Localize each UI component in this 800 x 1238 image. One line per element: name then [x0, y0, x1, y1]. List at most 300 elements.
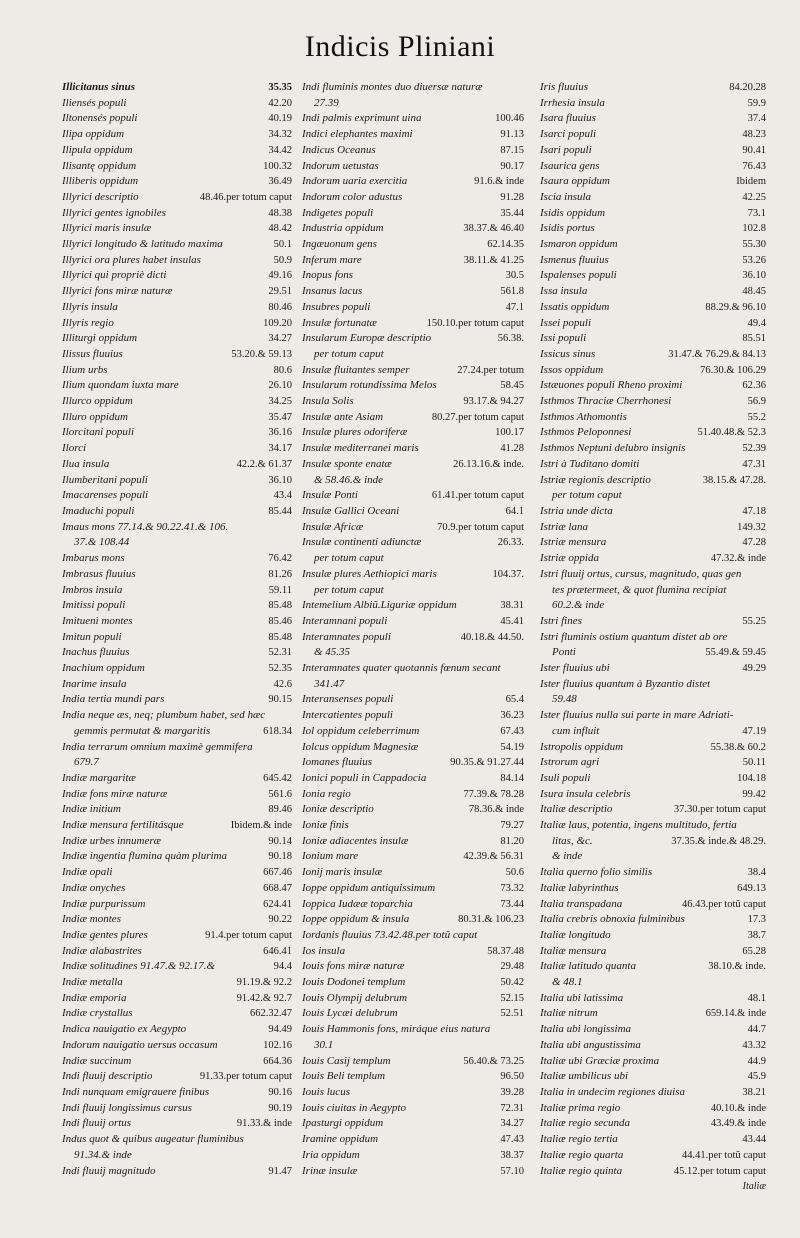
index-entry [540, 1116, 766, 1132]
entry-reference: 38.7 [747, 929, 766, 941]
entry-text: Iordanis fluuius 73.42.48.per totũ caput [302, 928, 478, 941]
entry-text: litas, &c. [552, 834, 593, 847]
entry-reference: 30.5 [505, 270, 524, 282]
index-entry [540, 630, 766, 646]
index-entry-continuation [302, 96, 524, 112]
index-entry [62, 457, 292, 473]
index-entry [540, 159, 766, 175]
entry-text: Italia transpadana [540, 897, 623, 910]
index-entry [62, 143, 292, 159]
entry-text: 679.7 [74, 756, 99, 769]
index-entry [302, 630, 524, 646]
entry-reference: 73.32 [500, 882, 524, 894]
index-entry [540, 1148, 766, 1164]
entry-text: Interansenses populi [302, 693, 394, 706]
entry-reference: 34.17 [268, 443, 292, 455]
entry-reference: 37.4 [747, 113, 766, 125]
entry-text: Iliensés populi [62, 96, 127, 109]
entry-reference: 38.37 [500, 1149, 524, 1161]
entry-text: per totum caput [314, 347, 384, 360]
index-entry-continuation [540, 975, 766, 991]
index-column-3 [540, 80, 766, 1195]
index-entry [302, 300, 524, 316]
index-entry [540, 708, 766, 724]
entry-reference: 109.20 [263, 317, 292, 329]
entry-reference: 26.10 [268, 380, 292, 392]
index-entry [540, 1164, 766, 1180]
entry-text: Imbarus mons [62, 552, 125, 565]
entry-text: 341.47 [314, 677, 345, 690]
entry-reference: 42.25 [742, 191, 766, 203]
index-entry [62, 614, 292, 630]
entry-reference: 73.1 [747, 207, 766, 219]
entry-reference: 49.4 [747, 317, 766, 329]
entry-text: Isara fluuius [540, 112, 596, 125]
entry-reference: 104.18 [737, 772, 766, 784]
index-entry [302, 834, 524, 850]
entry-text: Indiæ crystallus [62, 1007, 133, 1020]
entry-text: Italiæ umbilicus ubi [540, 1070, 628, 1083]
entry-reference: 48.1 [747, 992, 766, 1004]
entry-reference: 659.14.& inde [705, 1008, 766, 1020]
index-entry-continuation [302, 1038, 524, 1054]
index-entry [62, 206, 292, 222]
index-entry [62, 410, 292, 426]
entry-reference: 80.31.& 106.23 [458, 914, 524, 926]
index-entry [62, 174, 292, 190]
entry-text: Italiæ laus, potentia, ingens multitudo, fertia [540, 819, 737, 832]
entry-reference: 36.23 [500, 710, 524, 722]
index-entry [540, 1022, 766, 1038]
index-entry [62, 237, 292, 253]
entry-text: Illyrici descriptio [62, 190, 139, 203]
entry-text: Ismenus fluuius [540, 253, 609, 266]
index-entry [62, 630, 292, 646]
entry-text: Issatis oppidum [540, 300, 610, 313]
entry-reference: 65.4 [505, 694, 524, 706]
index-entry [540, 143, 766, 159]
entry-text: Indi fluuij ortus [62, 1117, 132, 1130]
index-entry [62, 865, 292, 881]
entry-reference: 59.11 [268, 584, 292, 596]
entry-text: Ioniæ descriptio [302, 803, 374, 816]
index-entry [540, 1101, 766, 1117]
entry-reference: 73.44 [500, 898, 524, 910]
entry-reference: 100.32 [263, 160, 292, 172]
entry-reference: 93.17.& 94.27 [463, 396, 524, 408]
entry-reference: 50.11 [742, 757, 766, 769]
entry-text: Imacarenses populi [62, 489, 149, 502]
entry-reference: 561.8 [500, 286, 524, 298]
entry-text: Indiæ urbes innumeræ [62, 834, 161, 847]
entry-text: & 48.1 [552, 976, 583, 989]
entry-reference: 80.46 [268, 301, 292, 313]
index-entry [62, 1022, 292, 1038]
index-entry-continuation [302, 645, 524, 661]
entry-text: Insanus lacus [302, 285, 363, 298]
entry-text: Illyrici gentes ignobiles [62, 206, 166, 219]
index-entry [62, 1054, 292, 1070]
index-column-2 [302, 80, 524, 1179]
entry-text: Interamnates quater quotannis fœnum secant [302, 662, 501, 675]
index-entry [540, 740, 766, 756]
entry-text: Istriæ regionis descriptio [540, 473, 651, 486]
entry-text: Indi palmis exprimunt uina [302, 112, 422, 125]
entry-text: Industria oppidum [302, 222, 384, 235]
index-entry [302, 1164, 524, 1180]
entry-text: Inachium oppidum [62, 662, 145, 675]
index-entry [302, 865, 524, 881]
index-entry-continuation [302, 551, 524, 567]
entry-reference: 90.15 [268, 694, 292, 706]
index-entry [302, 221, 524, 237]
entry-reference: 50.6 [505, 867, 524, 879]
entry-reference: 100.46 [495, 113, 524, 125]
entry-text: Indus quot & quibus augeatur fluminibus [62, 1133, 244, 1146]
index-entry [302, 928, 524, 944]
index-entry [540, 80, 766, 96]
index-entry [62, 111, 292, 127]
entry-text: Ispalenses populi [540, 269, 617, 282]
index-entry [302, 708, 524, 724]
index-entry [302, 174, 524, 190]
entry-text: Istriæ lana [540, 520, 588, 533]
index-entry [302, 614, 524, 630]
entry-text: Istria unde dicta [540, 504, 613, 517]
entry-text: Ilua insula [62, 457, 110, 470]
entry-text: Iouis ciuitas in Aegypto [302, 1101, 406, 1114]
entry-text: Indi nunquam emigrauere finibus [62, 1086, 210, 1098]
entry-text: Ipasturgi oppidum [302, 1117, 384, 1130]
index-entry [62, 284, 292, 300]
entry-text: Indiæ gentes plures [62, 928, 148, 941]
index-entry [62, 378, 292, 394]
index-entry [302, 457, 524, 473]
index-entry [302, 331, 524, 347]
entry-reference: 44.41.per totũ caput [682, 1149, 766, 1161]
entry-text: Ioppe oppidum antiquissimum [302, 881, 436, 894]
entry-reference: 94.49 [268, 1024, 292, 1036]
entry-reference: 41.28 [500, 443, 524, 455]
entry-text: Indiæ margaritæ [62, 771, 136, 784]
index-entry-continuation [302, 677, 524, 693]
index-entry [62, 80, 292, 96]
index-entry [540, 268, 766, 284]
entry-text: Insularum rotundissima Melos [302, 379, 437, 392]
entry-text: Ioppica Iudææ toparchia [302, 897, 413, 910]
entry-reference: 43.44 [742, 1134, 766, 1146]
index-entry [540, 363, 766, 379]
entry-text: Insulæ plures Aethiopici maris [302, 567, 437, 580]
entry-text: Indorum color adustus [302, 190, 403, 203]
entry-text: 27.39 [314, 96, 339, 109]
page-title: Indicis Pliniani [304, 30, 496, 63]
entry-text: Indi fluuij magnitudo [62, 1164, 156, 1177]
entry-reference: 96.50 [500, 1071, 524, 1083]
entry-reference: 43.49.& inde [710, 1118, 766, 1130]
entry-text: Italiæ descriptio [540, 803, 613, 816]
entry-reference: 91.42.& 92.7 [236, 992, 292, 1004]
index-entry [302, 394, 524, 410]
index-entry [62, 1132, 292, 1148]
entry-reference: 57.10 [500, 1165, 524, 1177]
index-entry [302, 111, 524, 127]
entry-reference: 48.38 [268, 207, 292, 219]
entry-reference: 52.39 [742, 443, 766, 455]
entry-text: Ister fluuius ubi [540, 662, 610, 675]
index-entry [62, 598, 292, 614]
entry-text: Italiæ prima regio [540, 1101, 621, 1114]
entry-reference: 649.13 [737, 882, 766, 894]
entry-reference: 90.14 [268, 835, 292, 847]
entry-reference: 80.27.per totum caput [431, 411, 524, 423]
index-entry [540, 300, 766, 316]
entry-text: Issos oppidum [540, 363, 604, 376]
entry-reference: 47.31 [742, 458, 766, 470]
entry-reference: 56.9 [747, 396, 766, 408]
entry-reference: 70.9.per totum caput [437, 521, 524, 533]
entry-text: Iol oppidum celeberrimum [302, 724, 420, 737]
entry-text: Isura insula celebris [540, 787, 631, 800]
entry-text: Imaduchi populi [62, 504, 135, 517]
entry-reference: 61.41.per totum caput [431, 490, 524, 502]
entry-reference: 55.30 [742, 239, 766, 251]
entry-reference: 26.33. [497, 537, 524, 549]
index-entry [540, 237, 766, 253]
index-entry [302, 1116, 524, 1132]
entry-reference: 90.17 [500, 160, 524, 172]
index-entry [62, 975, 292, 991]
index-entry [540, 944, 766, 960]
entry-reference: 52.15 [500, 992, 524, 1004]
index-entry [302, 284, 524, 300]
entry-reference: 55.49.& 59.45 [705, 647, 766, 659]
entry-text: Iouis Lycæi delubrum [302, 1007, 398, 1020]
entry-reference: 561.6 [268, 788, 292, 800]
entry-text: Insulæ plures odoriferæ [302, 426, 408, 439]
entry-reference: 76.30.& 106.29 [700, 364, 766, 376]
index-entry-continuation [540, 583, 766, 599]
entry-reference: 38.37.& 46.40 [463, 223, 524, 235]
entry-reference: 53.20.& 59.13 [231, 348, 292, 360]
index-entry [302, 253, 524, 269]
index-entry [540, 253, 766, 269]
entry-reference: 85.48 [268, 600, 292, 612]
entry-text: Indiæ alabastrites [62, 944, 142, 957]
index-entry [540, 111, 766, 127]
index-entry [302, 1054, 524, 1070]
entry-text: Italiæ labyrinthus [540, 881, 619, 894]
entry-reference: 50.9 [273, 254, 292, 266]
entry-reference: 89.46 [268, 804, 292, 816]
entry-text: Insulæ Africæ [302, 520, 364, 533]
entry-text: Iouis fons miræ naturæ [302, 960, 405, 973]
entry-text: Italia crebris obnoxia fulminibus [540, 913, 685, 926]
index-entry [540, 1085, 766, 1101]
entry-reference: 38.15.& 47.28. [702, 474, 766, 486]
entry-reference: 29.48 [500, 961, 524, 973]
entry-reference: 81.20 [500, 835, 524, 847]
entry-text: Indiæ mensura fertilitásque [62, 819, 184, 832]
entry-reference: 48.45 [742, 286, 766, 298]
entry-reference: 662.32.47 [250, 1008, 292, 1020]
entry-text: Iris fluuius [540, 81, 588, 93]
entry-reference: 38.31 [500, 600, 524, 612]
entry-text: Insulæ mediterranei maris [302, 442, 419, 455]
entry-reference: 37.30.per totum caput [673, 804, 766, 816]
entry-text: cum influit [552, 724, 600, 737]
entry-text: Illyrici qui propriè dicti [62, 269, 167, 282]
entry-reference: 47.18 [742, 505, 766, 517]
entry-text: Indiæ emporia [62, 991, 127, 1004]
entry-reference: 85.51 [742, 333, 766, 345]
index-entry-continuation [62, 1148, 292, 1164]
entry-reference: 34.25 [268, 396, 292, 408]
index-entry [62, 1038, 292, 1054]
index-entry [302, 881, 524, 897]
index-entry [540, 504, 766, 520]
entry-reference: 37.35.& inde.& 48.29. [671, 835, 766, 847]
entry-reference: 76.42 [268, 553, 292, 565]
entry-reference: 40.19 [268, 113, 292, 125]
index-entry [540, 567, 766, 583]
entry-text: Illiturgi oppidum [62, 332, 138, 345]
index-entry [62, 1101, 292, 1117]
entry-reference: 38.11.& 41.25 [463, 254, 524, 266]
index-entry [302, 143, 524, 159]
entry-text: 60.2.& inde [552, 599, 605, 612]
index-entry [302, 80, 524, 96]
entry-reference: 51.40.48.& 52.3 [697, 427, 766, 439]
entry-text: Imbrasus fluuius [62, 567, 136, 580]
entry-reference: 45.41 [500, 615, 524, 627]
entry-text: Ionia regio [302, 787, 351, 800]
index-entry [302, 787, 524, 803]
entry-text: Indiæ opali [62, 866, 113, 879]
entry-text: Interamnani populi [302, 614, 388, 627]
entry-text: Isthmos Peloponnesi [540, 426, 632, 439]
index-entry [302, 535, 524, 551]
entry-text: Iramine oppidum [302, 1133, 379, 1146]
index-entry-continuation [302, 347, 524, 363]
entry-text: Indiæ succinum [62, 1054, 132, 1067]
entry-reference: 87.15 [500, 144, 524, 156]
entry-reference: 80.6 [273, 364, 292, 376]
entry-reference: 44.7 [747, 1024, 766, 1036]
entry-text: Iouis Casij templum [302, 1054, 391, 1067]
entry-reference: 34.32 [268, 129, 292, 141]
index-entry [540, 614, 766, 630]
index-entry [62, 1164, 292, 1180]
entry-reference: 667.46 [263, 867, 292, 879]
index-entry [62, 425, 292, 441]
index-entry [62, 316, 292, 332]
entry-reference: 149.32 [737, 521, 766, 533]
entry-reference: 77.39.& 78.28 [463, 788, 524, 800]
index-entry [62, 363, 292, 379]
entry-text: Isuli populi [540, 771, 591, 784]
index-entry [302, 363, 524, 379]
entry-reference: 84.14 [500, 772, 524, 784]
entry-reference: 34.42 [268, 144, 292, 156]
entry-text: Indorum uetustas [302, 159, 379, 172]
entry-reference: 668.47 [263, 882, 292, 894]
index-entry [540, 771, 766, 787]
entry-reference: 55.2 [747, 411, 766, 423]
entry-reference: 90.18 [268, 851, 292, 863]
entry-text: Inopus fons [302, 269, 354, 282]
entry-text: Italiæ longitudo [540, 928, 611, 941]
index-entry [540, 284, 766, 300]
entry-text: Istæuones populi Rheno proximi [540, 379, 683, 392]
entry-text: Inferum mare [302, 253, 362, 266]
entry-text: Imitissi populi [62, 599, 126, 612]
index-entry [62, 645, 292, 661]
entry-reference: 91.6.& inde [474, 176, 524, 188]
entry-reference: 81.26 [268, 568, 292, 580]
index-entry [62, 551, 292, 567]
index-entry [540, 1132, 766, 1148]
entry-text: & inde [552, 850, 583, 863]
entry-reference: 46.43.per totũ caput [682, 898, 766, 910]
entry-text: Italiæ regio secunda [540, 1117, 631, 1130]
entry-reference: 50.42 [500, 977, 524, 989]
entry-text: Iomanes fluuius [302, 756, 372, 769]
entry-text: Issa insula [540, 285, 588, 298]
entry-reference: 45.12.per totum caput [673, 1165, 766, 1177]
entry-text: Ilumberitani populi [62, 473, 148, 486]
entry-reference: 39.28 [500, 1087, 524, 1098]
entry-reference: 54.19 [500, 741, 524, 753]
entry-text: Ioppe oppidum & insula [302, 913, 410, 926]
entry-reference: 59.9 [747, 97, 766, 109]
index-entry [540, 206, 766, 222]
entry-text: Ponti [552, 646, 576, 659]
entry-reference: 27.24.per totum [457, 364, 524, 376]
entry-text: Iria oppidum [302, 1148, 360, 1161]
entry-reference: 43.4 [273, 490, 292, 502]
entry-text: Ionij maris insulæ [302, 866, 383, 879]
entry-text: Isthmos Thraciæ Cherrhonesi [540, 395, 672, 408]
entry-reference: 42.20 [268, 97, 292, 109]
index-entry [62, 394, 292, 410]
index-entry [302, 912, 524, 928]
index-entry [540, 410, 766, 426]
entry-text: Intemelium Albiũ.Liguriæ oppidum [302, 599, 457, 612]
entry-text: Italia ubi longissima [540, 1023, 632, 1036]
entry-text: 30.1 [314, 1038, 334, 1051]
entry-reference: 55.38.& 60.2 [710, 741, 766, 753]
index-entry [302, 849, 524, 865]
entry-reference: 47.1 [505, 301, 524, 313]
entry-text: Indici elephantes maximi [302, 128, 413, 141]
index-entry [540, 1069, 766, 1085]
entry-text: Iouis Dodonei templum [302, 976, 406, 989]
index-entry [540, 441, 766, 457]
entry-reference: 91.33.& inde [236, 1118, 292, 1130]
index-entry [62, 127, 292, 143]
index-entry [62, 787, 292, 803]
index-entry [62, 96, 292, 112]
entry-reference: 26.13.16.& inde. [453, 458, 524, 470]
entry-text: Ilissus fluuius [62, 347, 123, 360]
entry-text: Ilipula oppidum [62, 143, 133, 156]
entry-reference: 36.10 [268, 474, 292, 486]
entry-text: Isaurica gens [540, 159, 600, 172]
entry-text: Istri fluuij ortus, cursus, magnitudo, quas gen [540, 567, 742, 580]
index-entry [540, 928, 766, 944]
index-entry [302, 268, 524, 284]
